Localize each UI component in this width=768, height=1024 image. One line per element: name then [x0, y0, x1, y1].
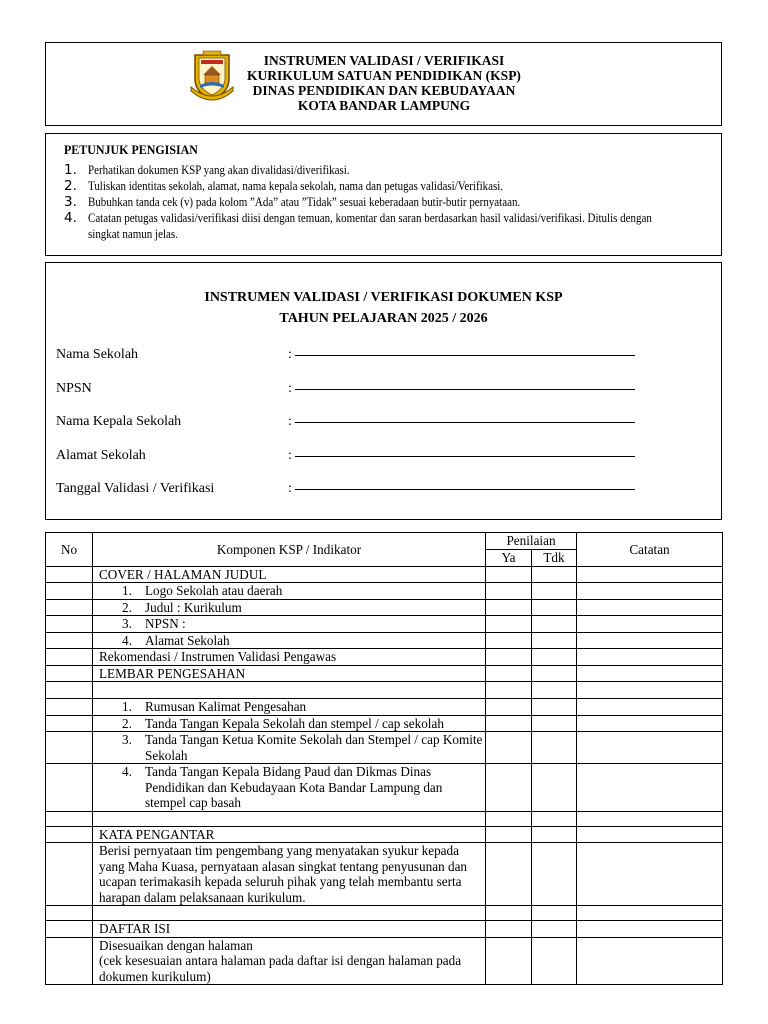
- cell-no: [46, 715, 93, 732]
- cell-tdk[interactable]: [532, 583, 577, 600]
- cell-notes[interactable]: [577, 566, 723, 583]
- cell-yes[interactable]: [486, 921, 532, 938]
- indicator-text: Logo Sekolah atau daerah: [145, 583, 283, 598]
- cell-notes[interactable]: [577, 699, 723, 716]
- cell-notes[interactable]: [577, 826, 723, 843]
- cell-yes[interactable]: [486, 811, 532, 826]
- cell-tdk[interactable]: [532, 732, 577, 764]
- table-row: [46, 843, 723, 906]
- field-label: NPSN: [56, 381, 92, 396]
- cell-yes[interactable]: [486, 715, 532, 732]
- field-label: Tanggal Validasi / Verifikasi: [56, 481, 215, 496]
- indicator-cell: [93, 715, 486, 732]
- table-row: [46, 699, 723, 716]
- cell-yes[interactable]: [486, 616, 532, 633]
- cell-notes[interactable]: [577, 632, 723, 649]
- cell-yes[interactable]: [486, 937, 532, 985]
- instruction-item: [64, 210, 719, 242]
- indicator-cell: [93, 599, 486, 616]
- col-header-assessment: Penilaian: [486, 533, 577, 550]
- cell-no: [46, 937, 93, 985]
- cell-tdk[interactable]: [532, 764, 577, 812]
- instruction-number: 1.: [64, 162, 77, 178]
- cell-no: [46, 732, 93, 764]
- instruction-item: [64, 178, 719, 194]
- cell-tdk[interactable]: [532, 699, 577, 716]
- cell-yes[interactable]: [486, 699, 532, 716]
- field-colon: :: [288, 481, 292, 496]
- cell-notes[interactable]: [577, 906, 723, 921]
- instructions-box: [45, 133, 722, 256]
- indicator-number: 2.: [122, 599, 132, 615]
- table-row: [46, 599, 723, 616]
- instruction-text: Bubuhkan tanda cek (v) pada kolom ”Ada” atau ”Tidak” sesuai keberadaan butir-butir pernyataan.: [88, 195, 521, 209]
- cell-notes[interactable]: [577, 764, 723, 812]
- cell-no: [46, 583, 93, 600]
- instruction-number: 2.: [64, 178, 77, 194]
- cell-tdk[interactable]: [532, 937, 577, 985]
- table-row: [46, 921, 723, 938]
- cell-no: [46, 566, 93, 583]
- cell-tdk[interactable]: [532, 906, 577, 921]
- table-row: [46, 715, 723, 732]
- table-row: [46, 583, 723, 600]
- cell-empty: [93, 811, 486, 826]
- identity-form-box: [45, 262, 722, 520]
- cell-yes[interactable]: [486, 649, 532, 666]
- indicator-text: NPSN :: [145, 616, 186, 631]
- header-title: [234, 53, 534, 113]
- cell-yes[interactable]: [486, 583, 532, 600]
- cell-tdk[interactable]: [532, 682, 577, 699]
- cell-yes[interactable]: [486, 632, 532, 649]
- cell-tdk[interactable]: [532, 665, 577, 682]
- field-colon: :: [288, 381, 292, 396]
- instruction-text: Tuliskan identitas sekolah, alamat, nama kepala sekolah, nama dan petugas validasi/Verifikasi.: [88, 179, 504, 193]
- cell-notes[interactable]: [577, 715, 723, 732]
- header-line-2: KURIKULUM SATUAN PENDIDIKAN (KSP): [247, 68, 521, 83]
- cell-no: [46, 906, 93, 921]
- school-address-input[interactable]: [295, 456, 635, 457]
- cell-no: [46, 764, 93, 812]
- cell-tdk[interactable]: [532, 566, 577, 583]
- cell-yes[interactable]: [486, 566, 532, 583]
- indicator-number: 4.: [122, 632, 132, 648]
- col-header-notes: Catatan: [577, 533, 723, 567]
- cell-tdk[interactable]: [532, 811, 577, 826]
- cell-yes[interactable]: [486, 599, 532, 616]
- indicator-text: Judul : Kurikulum: [145, 599, 242, 615]
- cell-tdk[interactable]: [532, 826, 577, 843]
- indicator-cell: [93, 583, 486, 600]
- cell-tdk[interactable]: [532, 843, 577, 906]
- header-box: [45, 42, 722, 126]
- table-row: [46, 764, 723, 812]
- table-row: [46, 632, 723, 649]
- cell-no: [46, 632, 93, 649]
- cell-notes[interactable]: [577, 937, 723, 985]
- instructions-title: PETUNJUK PENGISIAN: [64, 142, 198, 157]
- cell-yes[interactable]: [486, 906, 532, 921]
- cell-notes[interactable]: [577, 649, 723, 666]
- cell-empty: [93, 682, 486, 699]
- field-label: Nama Sekolah: [56, 347, 139, 362]
- ksp-checklist-table: [45, 532, 723, 985]
- cell-tdk[interactable]: [532, 715, 577, 732]
- section-foreword: KATA PENGANTAR: [93, 826, 486, 843]
- instructions-list: [64, 162, 719, 242]
- table-row-empty: [46, 906, 723, 921]
- indicator-text: Berisi pernyataan tim pengembang yang menyatakan syukur kepada yang Maha Kuasa, pernyataan alasan singkat tentang penyusunan dan ucapan terimakasih kepada seluruh pihak yang telah membantu serta harapan dalam pelaksanaan kurikulum.: [93, 843, 486, 906]
- indicator-number: 3.: [122, 616, 132, 631]
- col-header-yes: Ya: [486, 550, 532, 567]
- table-row: [46, 732, 723, 764]
- table-row: [46, 665, 723, 682]
- indicator-number: 3.: [122, 732, 132, 747]
- cell-no: [46, 699, 93, 716]
- field-label: Alamat Sekolah: [56, 448, 146, 463]
- indicator-number: 4.: [122, 764, 132, 779]
- field-label: Nama Kepala Sekolah: [56, 414, 182, 429]
- cell-no: [46, 599, 93, 616]
- indicator-cell: [93, 732, 486, 764]
- indicator-number: 1.: [122, 699, 132, 714]
- cell-notes[interactable]: [577, 732, 723, 764]
- header-line-4: KOTA BANDAR LAMPUNG: [297, 98, 471, 113]
- cell-yes[interactable]: [486, 682, 532, 699]
- cell-tdk[interactable]: [532, 649, 577, 666]
- cell-tdk[interactable]: [532, 632, 577, 649]
- indicator-number: 1.: [122, 583, 132, 598]
- principal-name-input[interactable]: [295, 422, 635, 423]
- cell-no: [46, 616, 93, 633]
- cell-notes[interactable]: [577, 616, 723, 633]
- indicator-text: Tanda Tangan Kepala Bidang Paud dan Dikmas Dinas Pendidikan dan Kebudayaan Kota Bandar Lampung dan stempel cap basah: [145, 764, 443, 810]
- instruction-number: 3.: [64, 194, 77, 210]
- cell-no: [46, 811, 93, 826]
- validation-date-input[interactable]: [295, 489, 635, 490]
- cell-yes[interactable]: [486, 665, 532, 682]
- table-row: [46, 566, 723, 583]
- npsn-input[interactable]: [295, 389, 635, 390]
- indicator-cell: [93, 632, 486, 649]
- indicator-text: Disesuaikan dengan halaman: [99, 937, 253, 953]
- field-colon: :: [288, 448, 292, 463]
- cell-tdk[interactable]: [532, 921, 577, 938]
- indicator-cell: [93, 937, 486, 985]
- cell-notes[interactable]: [577, 665, 723, 682]
- cell-no: [46, 682, 93, 699]
- city-emblem-logo: [189, 49, 235, 101]
- instruction-item: [64, 194, 719, 210]
- cell-no: [46, 649, 93, 666]
- cell-no: [46, 843, 93, 906]
- col-header-no: No: [46, 533, 93, 567]
- cell-notes[interactable]: [577, 843, 723, 906]
- section-approval: LEMBAR PENGESAHAN: [93, 665, 486, 682]
- table-row: [46, 649, 723, 666]
- indicator-cell: [93, 764, 486, 812]
- indicator-text: Alamat Sekolah: [145, 632, 230, 648]
- indicator-cell: [93, 699, 486, 716]
- header-line-1: INSTRUMEN VALIDASI / VERIFIKASI: [263, 53, 505, 68]
- table-row-empty: [46, 811, 723, 826]
- indicator-cell: [93, 616, 486, 633]
- cell-notes[interactable]: [577, 921, 723, 938]
- cell-no: [46, 921, 93, 938]
- form-title-line-1: INSTRUMEN VALIDASI / VERIFIKASI DOKUMEN KSP: [204, 290, 563, 305]
- cell-notes[interactable]: [577, 682, 723, 699]
- indicator-text: Rumusan Kalimat Pengesahan: [145, 699, 307, 714]
- table-row: [46, 826, 723, 843]
- indicator-text: (cek kesesuaian antara halaman pada daftar isi dengan halaman pada dokumen kurikulum): [99, 953, 462, 984]
- field-colon: :: [288, 347, 292, 362]
- indicator-text: Tanda Tangan Kepala Sekolah dan stempel / cap sekolah: [145, 715, 444, 731]
- cell-tdk[interactable]: [532, 599, 577, 616]
- col-header-no-mark: Tdk: [532, 550, 577, 567]
- col-header-component: Komponen KSP / Indikator: [93, 533, 486, 567]
- cell-notes[interactable]: [577, 599, 723, 616]
- indicator-number: 2.: [122, 715, 132, 731]
- form-title: [46, 287, 721, 329]
- form-title-line-2: TAHUN PELAJARAN 2025 / 2026: [279, 311, 488, 326]
- instruction-text: Catatan petugas validasi/verifikasi diisi dengan temuan, komentar dan saran berdasarkan hasil validasi/verifikasi. Ditulis dengan singkat namun jelas.: [88, 211, 652, 241]
- cell-notes[interactable]: [577, 811, 723, 826]
- cell-yes[interactable]: [486, 843, 532, 906]
- header-line-3: DINAS PENDIDIKAN DAN KEBUDAYAAN: [252, 83, 516, 98]
- cell-no: [46, 826, 93, 843]
- cell-yes[interactable]: [486, 764, 532, 812]
- school-name-input[interactable]: [295, 355, 635, 356]
- section-table-of-contents: DAFTAR ISI: [93, 921, 486, 938]
- table-row: [46, 616, 723, 633]
- instruction-item: [64, 162, 719, 178]
- indicator-text: Tanda Tangan Ketua Komite Sekolah dan Stempel / cap Komite Sekolah: [145, 732, 483, 763]
- cell-empty: [93, 906, 486, 921]
- section-cover: COVER / HALAMAN JUDUL: [93, 566, 486, 583]
- table-header-row: [46, 533, 723, 550]
- cell-notes[interactable]: [577, 583, 723, 600]
- field-colon: :: [288, 414, 292, 429]
- indicator-text: Rekomendasi / Instrumen Validasi Pengawas: [93, 649, 486, 666]
- table-row-empty: [46, 682, 723, 699]
- cell-yes[interactable]: [486, 732, 532, 764]
- instruction-number: 4.: [64, 210, 77, 226]
- cell-no: [46, 665, 93, 682]
- instruction-text: Perhatikan dokumen KSP yang akan divalidasi/diverifikasi.: [88, 163, 350, 177]
- cell-yes[interactable]: [486, 826, 532, 843]
- cell-tdk[interactable]: [532, 616, 577, 633]
- table-row: [46, 937, 723, 985]
